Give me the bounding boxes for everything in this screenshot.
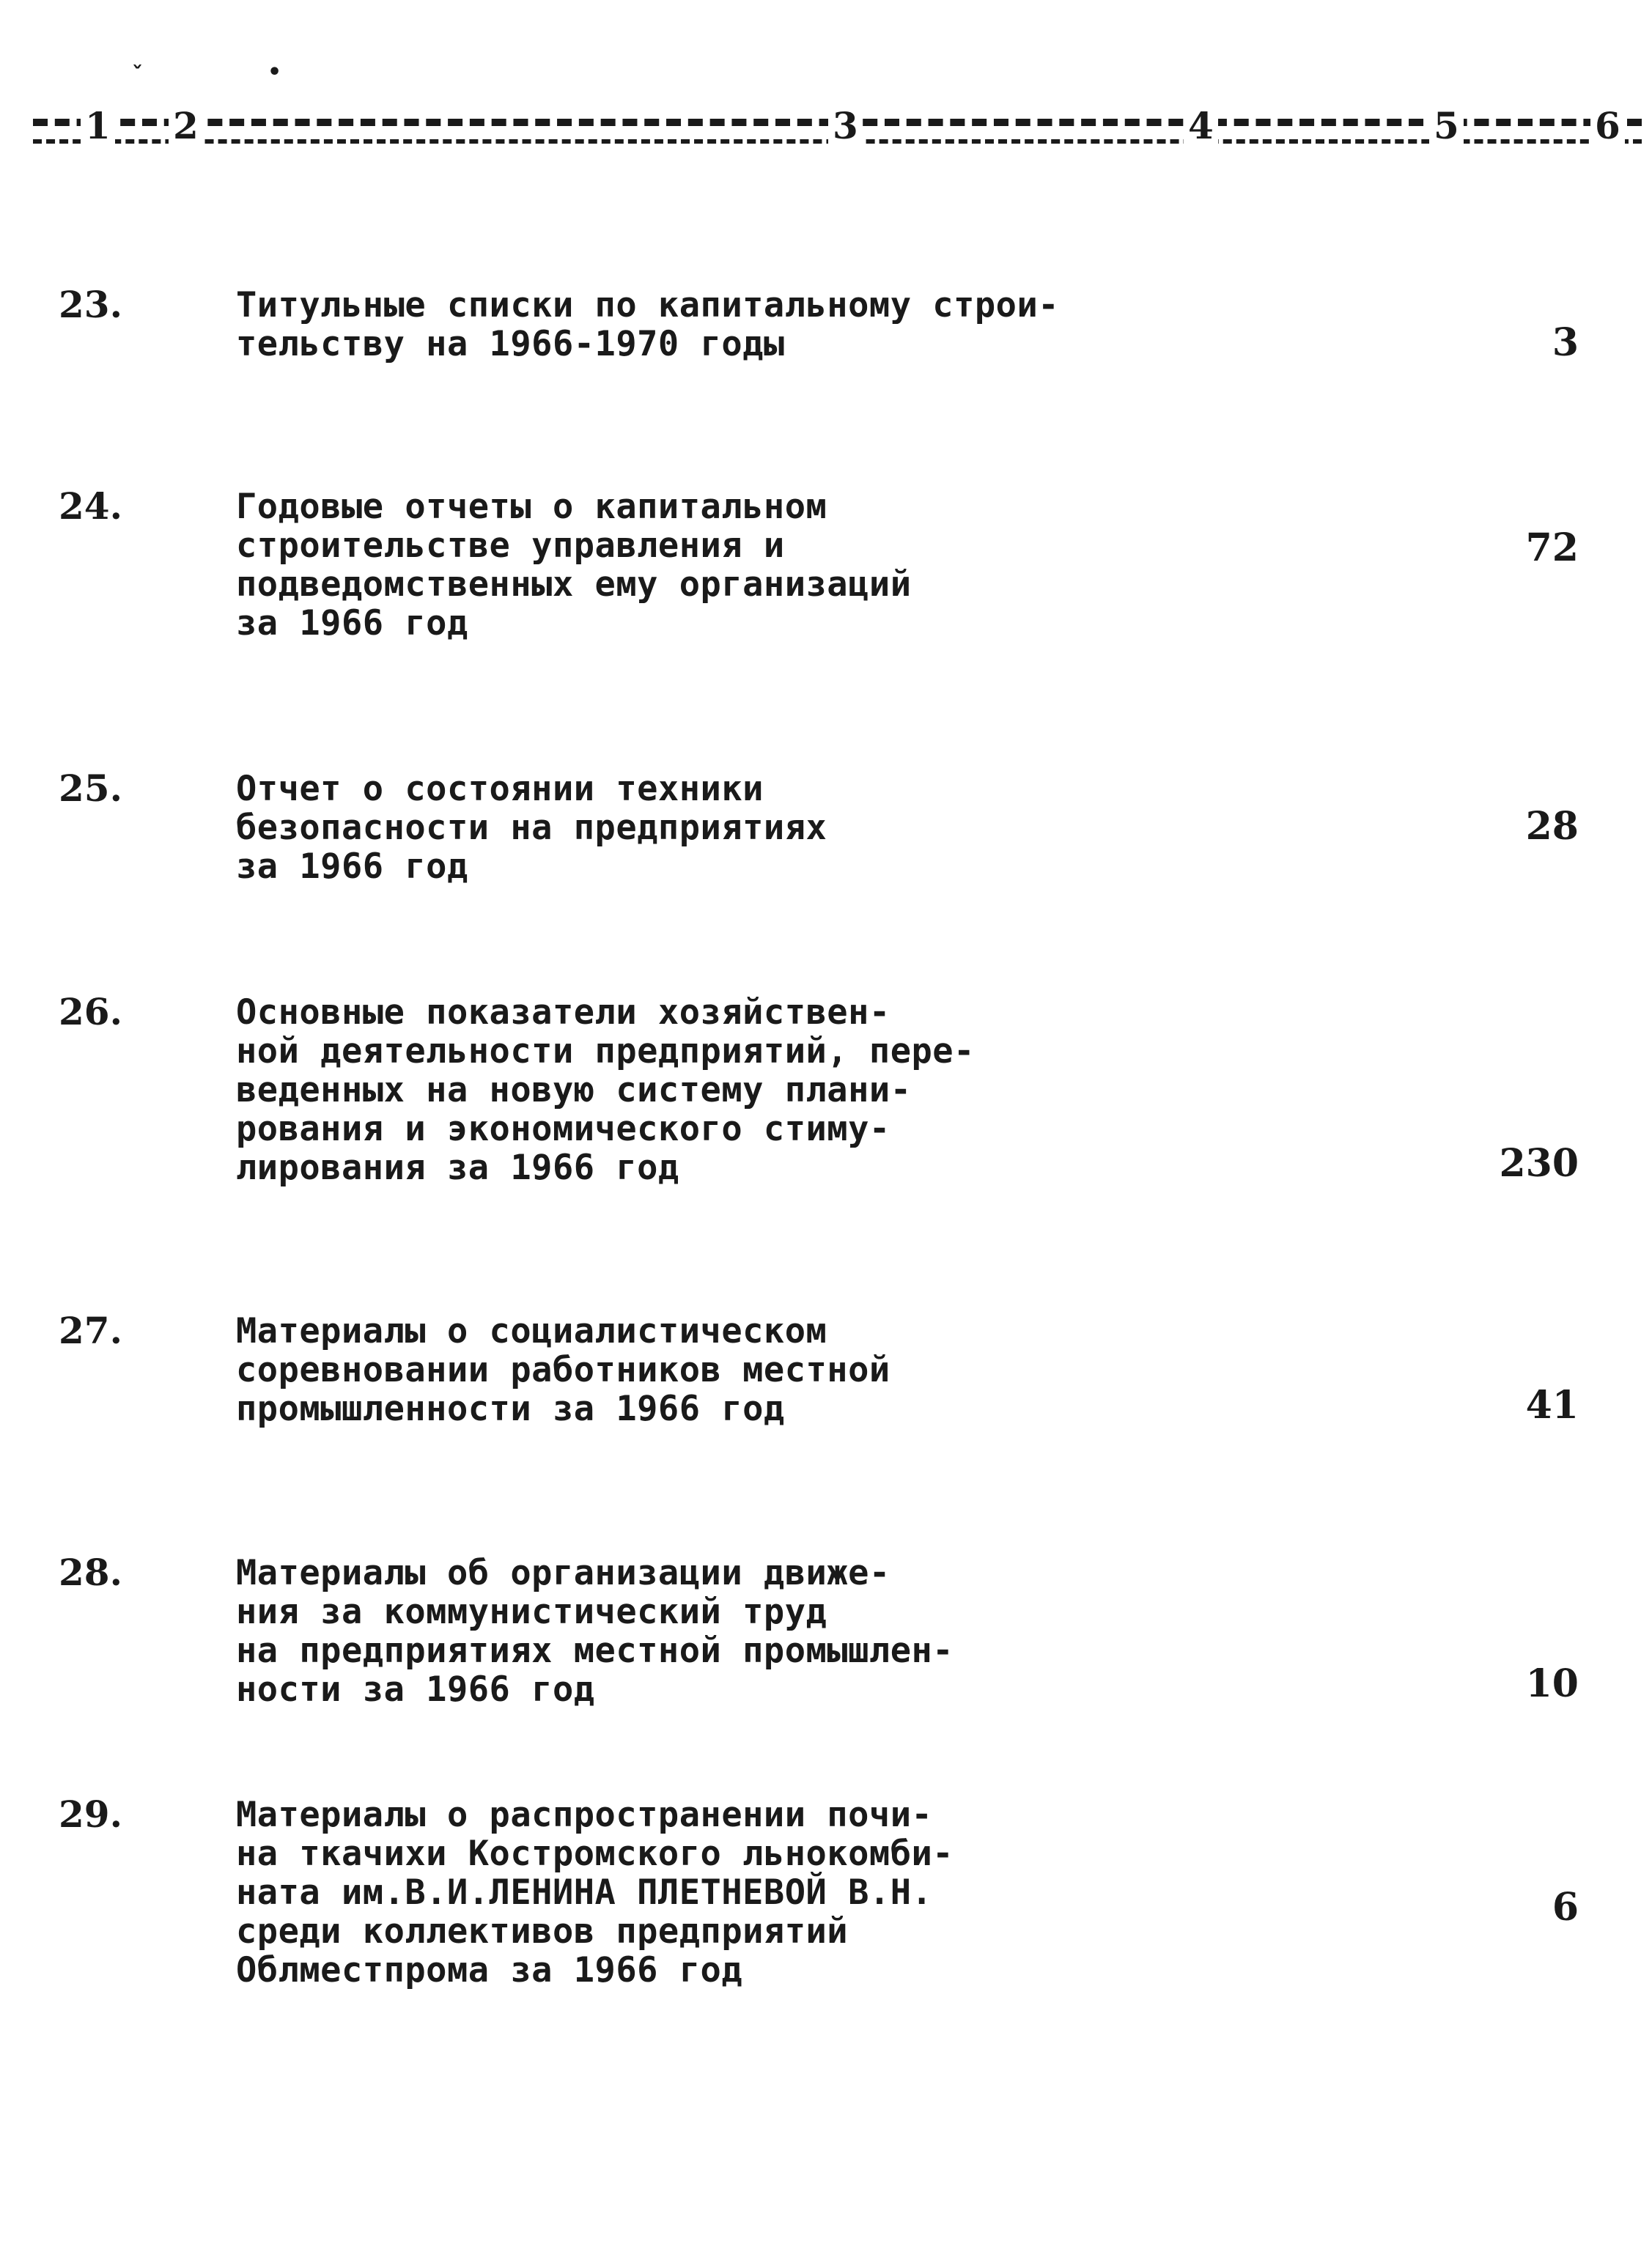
- column-number: 2: [169, 104, 203, 148]
- entry-title: Материалы о распространении почи- на ткачихи Костромского льнокомби- ната им.В.И.ЛЕНИНА ПЛЕТНЕВОЙ В.Н. среди коллективов предприятий Облместпрома за 1966 год: [236, 1795, 954, 1990]
- dot-mark-icon: •: [268, 59, 282, 85]
- column-number: 3: [828, 104, 863, 148]
- entry-sheet-count: 41: [1525, 1383, 1579, 1428]
- entry-number: 25.: [59, 767, 122, 810]
- entry-number: 26.: [59, 990, 122, 1033]
- entry-sheet-count: 28: [1525, 804, 1579, 849]
- entry-number: 23.: [59, 283, 122, 326]
- entry-title: Годовые отчеты о капитальном строительстве управления и подведомственных ему организаций за 1966 год: [236, 487, 912, 643]
- column-number: 6: [1590, 104, 1625, 148]
- entry-title: Материалы о социалистическом соревновании работников местной промышленности за 1966 год: [236, 1311, 890, 1429]
- entry-sheet-count: 3: [1552, 320, 1579, 365]
- tick-mark-icon: ˇ: [132, 62, 143, 88]
- column-number: 1: [81, 104, 115, 148]
- entry-number: 27.: [59, 1309, 122, 1352]
- entry-sheet-count: 72: [1525, 525, 1579, 570]
- entry-sheet-count: 6: [1552, 1885, 1579, 1930]
- entry-number: 29.: [59, 1793, 122, 1836]
- column-number: 4: [1184, 104, 1218, 148]
- entry-title: Материалы об организации движе- ния за коммунистический труд на предприятиях местной промышлен- ности за 1966 год: [236, 1553, 954, 1710]
- entry-title: Титульные списки по капитальному строи- тельству на 1966-1970 годы: [236, 285, 1060, 364]
- column-number: 5: [1429, 104, 1464, 148]
- entry-sheet-count: 10: [1525, 1661, 1579, 1706]
- table-header-rule: [33, 59, 1642, 154]
- entry-title: Основные показатели хозяйствен- ной деятельности предприятий, пере- веденных на новую систему плани- рования и экономического стиму- лирования за 1966 год: [236, 992, 975, 1188]
- entry-number: 24.: [59, 484, 122, 528]
- entry-title: Отчет о состоянии техники безопасности на предприятиях за 1966 год: [236, 769, 827, 887]
- entry-number: 28.: [59, 1551, 122, 1594]
- entry-sheet-count: 230: [1499, 1141, 1579, 1186]
